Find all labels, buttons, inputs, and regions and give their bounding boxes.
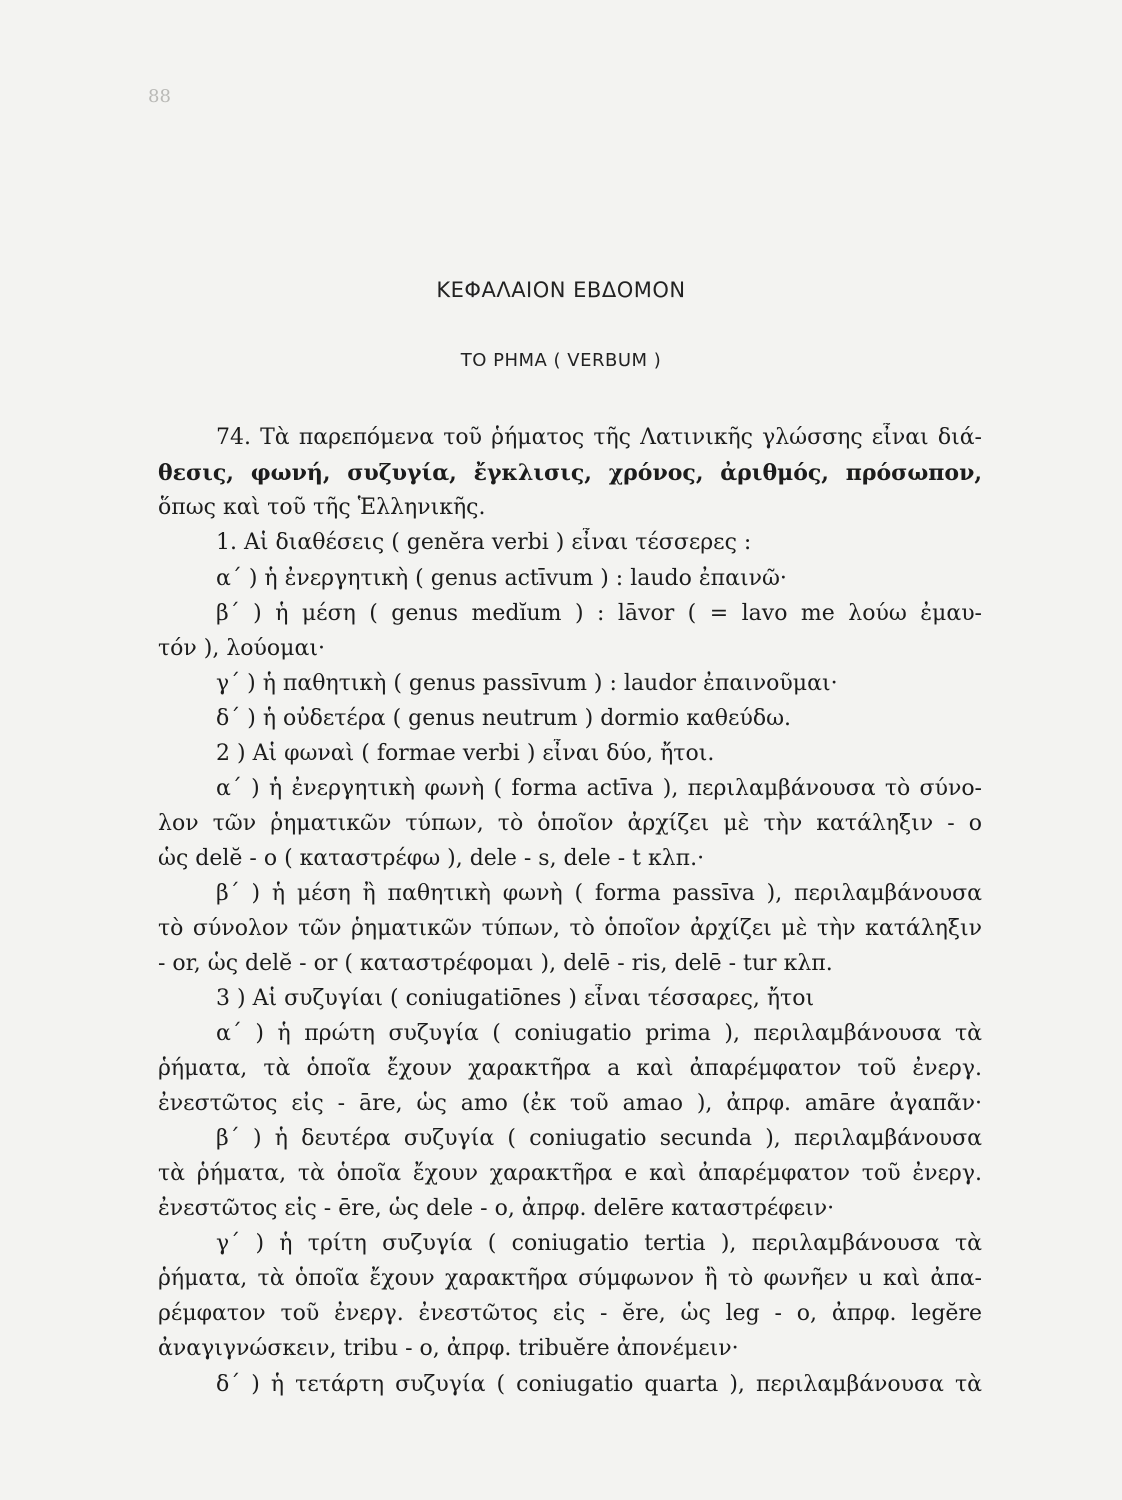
text-line: ὡς delĕ - o ( καταστρέφω ), dele - s, dele - t κλπ.· (158, 846, 705, 871)
text-line: ἐνεστῶτος εἰς - ēre, ὡς dele - o, ἀπρφ. delēre καταστρέφειν· (158, 1196, 835, 1221)
chapter-title: ΚΕΦΑΛΑΙΟΝ ΕΒΔΟΜΟΝ (436, 278, 686, 302)
text-line: β΄ ) ἡ δευτέρα συζυγία ( coniugatio secunda ), περιλαμβάνουσα (216, 1126, 982, 1151)
page-number: 88 (148, 86, 171, 107)
text-line: α΄ ) ἡ ἐνεργητικὴ φωνὴ ( forma actīva ), περιλαμβάνουσα τὸ σύνο- (216, 776, 982, 801)
text-line: α΄ ) ἡ πρώτη συζυγία ( coniugatio prima ), περιλαμβάνουσα τὰ (216, 1021, 982, 1046)
text-line: ὅπως καὶ τοῦ τῆς Ἑλληνικῆς. (158, 495, 486, 520)
text-line: δ΄ ) ἡ οὐδετέρα ( genus neutrum ) dormio καθεύδω. (216, 706, 791, 731)
text-line: δ΄ ) ἡ τετάρτη συζυγία ( coniugatio quarta ), περιλαμβάνουσα τὰ (216, 1372, 982, 1397)
text-line: ἐνεστῶτος εἰς - āre, ὡς amo (ἐκ τοῦ amao ), ἀπρφ. amāre ἀγαπᾶν· (158, 1091, 982, 1116)
text-line: τὸ σύνολον τῶν ῥηματικῶν τύπων, τὸ ὁποῖον ἀρχίζει μὲ τὴν κατάληξιν (158, 916, 982, 941)
text-line: - or, ὡς delĕ - or ( καταστρέφομαι ), delē - ris, delē - tur κλπ. (158, 951, 833, 976)
text-line: λον τῶν ῥηματικῶν τύπων, τὸ ὁποῖον ἀρχίζει μὲ τὴν κατάληξιν - o (158, 811, 982, 836)
text-line: ῥήματα, τὰ ὁποῖα ἔχουν χαρακτῆρα σύμφωνον ἢ τὸ φωνῆεν u καὶ ἀπα- (158, 1266, 982, 1291)
text-line: 2 ) Αἱ φωναὶ ( formae verbi ) εἶναι δύο, ἤτοι. (216, 741, 715, 766)
text-line: ῥήματα, τὰ ὁποῖα ἔχουν χαρακτῆρα a καὶ ἀπαρέμφατον τοῦ ἐνεργ. (158, 1056, 982, 1081)
text-line: ρέμφατον τοῦ ἐνεργ. ἐνεστῶτος εἰς - ĕre, ὡς leg - o, ἀπρφ. legĕre (158, 1301, 982, 1326)
text-line: 1. Αἱ διαθέσεις ( genĕra verbi ) εἶναι τέσσερες : (216, 530, 752, 555)
section-title: ΤΟ ΡΗΜΑ ( VERBUM ) (460, 350, 662, 371)
text-line: β΄ ) ἡ μέση ( genus medĭum ) : lāvor ( = lavo me λούω ἐμαυ- (216, 601, 982, 626)
text-line: 3 ) Αἱ συζυγίαι ( coniugatiōnes ) εἶναι τέσσαρες, ἤτοι (216, 986, 815, 1011)
text-line: γ΄ ) ἡ παθητικὴ ( genus passīvum ) : laudor ἐπαινοῦμαι· (216, 671, 838, 696)
text-line: α΄ ) ἡ ἐνεργητικὴ ( genus actīvum ) : laudo ἐπαινῶ· (216, 566, 787, 591)
text-line: τὰ ῥήματα, τὰ ὁποῖα ἔχουν χαρακτῆρα e καὶ ἀπαρέμφατον τοῦ ἐνεργ. (158, 1161, 982, 1186)
text-line: τόν ), λούομαι· (158, 636, 325, 661)
text-line: ἀναγιγνώσκειν, tribu - o, ἀπρφ. tribuĕre ἀπονέμειν· (158, 1336, 739, 1361)
text-line: β΄ ) ἡ μέση ἢ παθητικὴ φωνὴ ( forma passīva ), περιλαμβάνουσα (216, 881, 982, 906)
text-line: 74. Τὰ παρεπόμενα τοῦ ῥήματος τῆς Λατινικῆς γλώσσης εἶναι διά- (216, 425, 982, 450)
text-line: θεσις, φωνή, συζυγία, ἔγκλισις, χρόνος, ἀριθμός, πρόσωπον, (158, 460, 982, 486)
text-line: γ΄ ) ἡ τρίτη συζυγία ( coniugatio tertia ), περιλαμβάνουσα τὰ (216, 1231, 982, 1256)
